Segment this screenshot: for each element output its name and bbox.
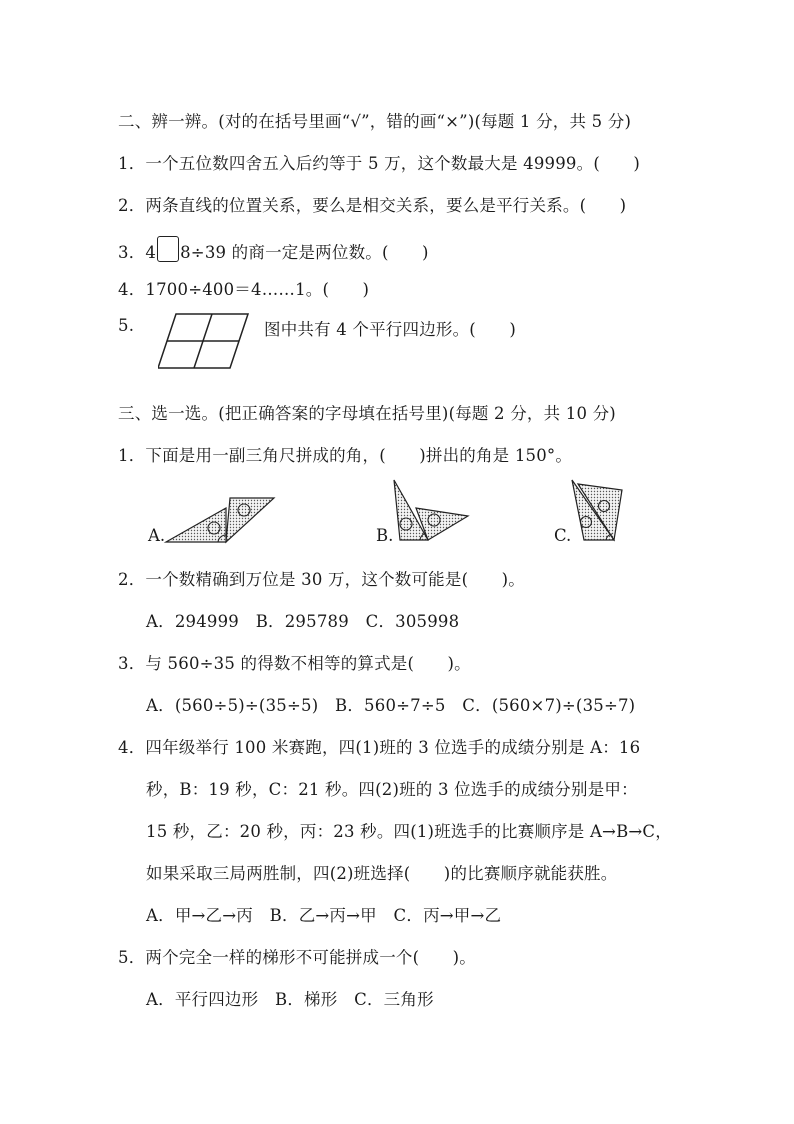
- s3-q1-label-b: B.: [376, 526, 394, 545]
- s3-q2-text: 2．一个数精确到万位是 30 万，这个数可能是( )。: [118, 570, 525, 589]
- s3-q4-line-4: 如果采取三局两胜制，四(2)班选择( )的比赛顺序就能获胜。: [146, 864, 618, 883]
- s3-q1-label-c: C.: [554, 526, 572, 545]
- parallelogram-figure: [158, 312, 250, 370]
- s2-item-5-text: 图中共有 4 个平行四边形。( ): [264, 320, 516, 339]
- s3-q1-text: 1．下面是用一副三角尺拼成的角，( )拼出的角是 150°。: [118, 446, 573, 465]
- s3-q3-text: 3．与 560÷35 的得数不相等的算式是( )。: [118, 654, 471, 673]
- set-square-figure-a: [160, 490, 280, 546]
- s3-q4-line-2: 秒，B：19 秒，C：21 秒。四(2)班的 3 位选手的成绩分别是甲：: [146, 780, 638, 799]
- s2-item-3: [118, 236, 429, 263]
- s2-item-5-number: 5.: [118, 316, 135, 335]
- s3-q3-options: A．(560÷5)÷(35÷5) B．560÷7÷5 C．(560×7)÷(35÷7): [146, 696, 636, 715]
- s2-item-3-prefix: 3．4: [118, 243, 157, 262]
- s3-q1-label-a: A.: [148, 526, 166, 545]
- set-square-figure-b: [388, 478, 474, 546]
- s3-q4-line-3: 15 秒，乙：20 秒，丙：23 秒。四(1)班选手的比赛顺序是 A→B→C，: [146, 822, 672, 841]
- s3-q4-line-1: 4．四年级举行 100 米赛跑，四(1)班的 3 位选手的成绩分别是 A：16: [118, 738, 641, 757]
- s2-item-3-suffix: 8÷39 的商一定是两位数。( ): [180, 243, 429, 262]
- s2-item-1: 1．一个五位数四舍五入后约等于 5 万，这个数最大是 49999。( ): [118, 154, 640, 173]
- digit-blank-box: [157, 236, 179, 262]
- section-2-title: 二、辨一辨。(对的在括号里画“√”，错的画“×”)(每题 1 分，共 5 分): [118, 112, 632, 131]
- s3-q5-options: A．平行四边形 B．梯形 C．三角形: [146, 990, 434, 1009]
- s3-q4-options: A．甲→乙→丙 B．乙→丙→甲 C．丙→甲→乙: [146, 906, 502, 925]
- section-3-title: 三、选一选。(把正确答案的字母填在括号里)(每题 2 分，共 10 分): [118, 404, 616, 423]
- s3-q2-options: A．294999 B．295789 C．305998: [146, 612, 460, 631]
- s2-item-2: 2．两条直线的位置关系，要么是相交关系，要么是平行关系。( ): [118, 196, 627, 215]
- set-square-figure-c: [566, 478, 626, 542]
- s3-q5-text: 5．两个完全一样的梯形不可能拼成一个( )。: [118, 948, 476, 967]
- s2-item-4: 4．1700÷400＝4……1。( ): [118, 280, 370, 299]
